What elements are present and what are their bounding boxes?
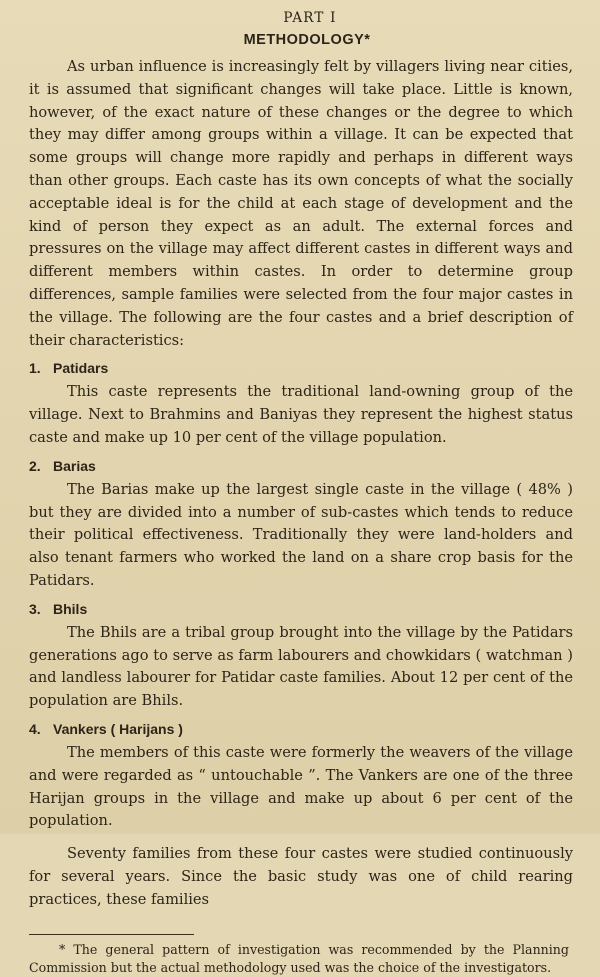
caste-description: This caste represents the traditional land-owning group of the village. Next to Brahmins and Baniyas they represent the highest status caste and make up 10 per cent of the village population. — [29, 383, 573, 446]
caste-number: 4. — [29, 720, 41, 737]
caste-name: Vankers ( Harijans ) — [53, 720, 183, 737]
closing-paragraph: Seventy families from these four castes were studied continuously for several years. Since the basic study was one of child rearing practices, these families — [29, 845, 573, 908]
caste-heading — [29, 358, 573, 378]
caste-description: The Bhils are a tribal group brought into the village by the Patidars generations ago to serve as farm labourers and chowkidars ( watchman ) and landless labourer for Patidar caste families. About 12 per cent of the population are Bhils. — [29, 623, 573, 710]
caste-section-patidars — [29, 358, 573, 449]
caste-section-vankers — [29, 719, 573, 833]
caste-description: The Barias make up the largest single caste in the village ( 48% ) but they are divided into a number of sub-castes which tends to reduce their political effectiveness. Traditionally they were land-holders and also tenant farmers who worked the land on a share crop basis for the Patidars. — [29, 480, 573, 589]
caste-section-barias — [29, 456, 573, 593]
chapter-title: METHODOLOGY* — [243, 32, 371, 48]
caste-number: 2. — [29, 457, 41, 474]
caste-name: Bhils — [53, 600, 88, 617]
caste-name: Barias — [53, 457, 96, 474]
part-label: PART I — [283, 10, 337, 26]
caste-name: Patidars — [53, 360, 109, 377]
caste-description: The members of this caste were formerly the weavers of the village and were regarded as “ untouchable ”. The Vankers are one of the three Harijan groups in the village and make up about 6 per cent of the population. — [29, 743, 573, 830]
caste-heading — [29, 599, 573, 619]
caste-heading — [29, 719, 573, 739]
footnote-divider — [29, 934, 194, 935]
caste-section-bhils — [29, 599, 573, 713]
caste-number: 1. — [29, 360, 41, 377]
caste-heading — [29, 456, 573, 476]
footnote: * The general pattern of investigation was recommended by the Planning Commission but the actual methodology used was the choice of the investigators. — [29, 941, 569, 975]
intro-paragraph: As urban influence is increasingly felt by villagers living near cities, it is assumed that significant changes will take place. Little is known, however, of the exact nature of these changes or the degree to which they may differ among groups within a village. It can be expected that some groups will change more rapidly and perhaps in different ways than other groups. Each caste has its own concepts of what the socially acceptable ideal is for the child at each stage of development and the kind of person they expect as an adult. The external forces and pressures on the village may affect different castes in different ways and different members within castes. In order to determine group differences, sample families were selected from the four major castes in the village. The following are the four castes and a brief description of their characteristics: — [29, 58, 573, 349]
caste-number: 3. — [29, 600, 41, 617]
